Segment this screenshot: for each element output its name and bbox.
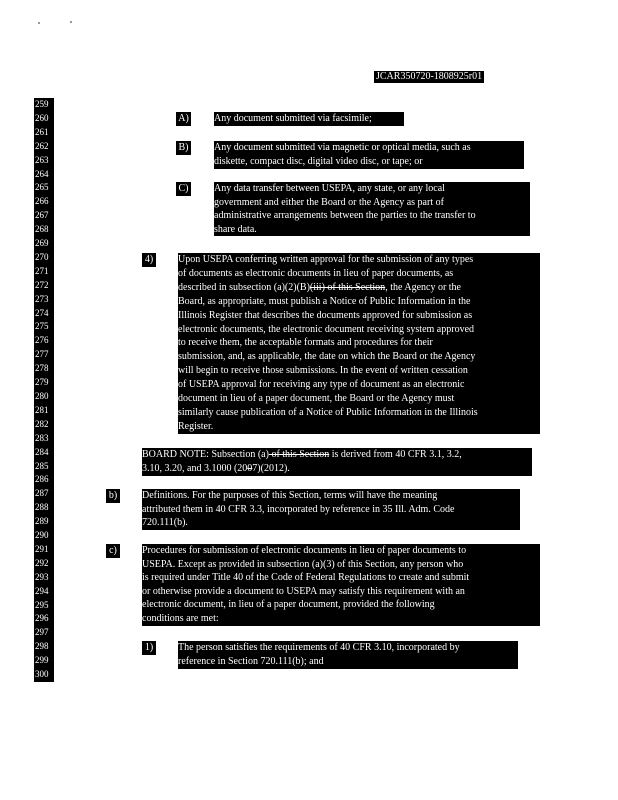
deleted-text: (iii) of this Section	[309, 281, 386, 293]
section-b-line: Definitions. For the purposes of this Section, terms will have the meaning	[142, 490, 438, 501]
item-c-line: share data.	[214, 223, 257, 235]
item-c-line: government and either the Board or the Agency as part of	[214, 196, 444, 208]
line-number: 289	[35, 516, 49, 527]
line-number: 261	[35, 126, 49, 137]
item-1-line: The person satisfies the requirements of 40 CFR 3.10, incorporated by	[178, 642, 460, 653]
line-number: 263	[35, 154, 49, 165]
item-4-line: Register.	[178, 420, 214, 432]
line-number: 276	[35, 335, 49, 346]
line-number-column	[34, 98, 54, 682]
line-number: 282	[35, 418, 49, 429]
section-c-line: USEPA. Except as provided in subsection (a)(3) of this Section, any person who	[142, 558, 464, 570]
section-b-line: 720.111(b).	[142, 517, 188, 529]
line-number: 295	[35, 599, 49, 610]
line-number: 291	[35, 543, 49, 554]
line-number: 296	[35, 613, 49, 624]
board-note-suffix: is derived from 40 CFR 3.1, 3.2,	[329, 449, 462, 460]
section-c-line: conditions are met:	[142, 612, 219, 624]
line-number: 270	[35, 251, 49, 262]
item-b-line: diskette, compact disc, digital video disc, or tape; or	[214, 156, 423, 168]
item-4-line: Illinois Register that describes the documents approved for submission as	[178, 309, 473, 321]
line-number: 284	[35, 446, 49, 457]
line-number: 279	[35, 377, 49, 388]
section-c-line: electronic document, in lieu of a paper document, provided the following	[142, 599, 435, 611]
line-number: 275	[35, 321, 49, 332]
item-4-line: similarly cause publication of a Notice of Public Information in the Illinois	[178, 406, 478, 418]
line-number: 267	[35, 210, 49, 221]
line-number: 274	[35, 307, 49, 318]
board-note-prefix: BOARD NOTE: Subsection (a)	[142, 449, 269, 460]
item-1-line: reference in Section 720.111(b); and	[178, 655, 324, 667]
section-c-text	[142, 544, 540, 626]
line-number: 298	[35, 641, 49, 652]
item-a-label: A)	[176, 112, 191, 126]
section-b-label: b)	[106, 489, 120, 503]
line-number: 268	[35, 224, 49, 235]
line-number: 299	[35, 655, 49, 666]
line-number: 286	[35, 474, 49, 485]
line-number: 260	[35, 112, 49, 123]
item-4-line: Board, as appropriate, must publish a Notice of Public Information in the	[178, 295, 471, 307]
line-number: 273	[35, 293, 49, 304]
item-4-line: of documents as electronic documents in lieu of paper documents, as	[178, 267, 454, 279]
line-number: 290	[35, 530, 49, 541]
item-4-line: of USEPA approval for receiving any type of document as an electronic	[178, 379, 465, 391]
line-number: 269	[35, 238, 49, 249]
item-4-line: electronic documents, the electronic document receiving system approved	[178, 323, 475, 335]
item-1-text	[178, 641, 518, 669]
item-4-line: to receive them, the acceptable formats and procedures for their	[178, 337, 433, 349]
item-a-line: Any document submitted via facsimile;	[214, 113, 372, 124]
line-number: 292	[35, 557, 49, 568]
section-c-label: c)	[106, 544, 120, 558]
item-4-text	[178, 253, 540, 434]
item-a-text	[214, 112, 404, 126]
document-code: JCAR350720-1808925r01	[376, 71, 483, 82]
line-number: 283	[35, 432, 49, 443]
item-4-line	[178, 281, 540, 295]
board-note	[142, 448, 532, 476]
deleted-digit: 0	[247, 462, 253, 474]
item-4-line: document in lieu of a paper document, the Board or the Agency must	[178, 393, 455, 405]
section-b-text	[142, 489, 520, 530]
section-c-line: is required under Title 40 of the Code of Federal Regulations to create and submit	[142, 572, 470, 584]
line-number: 271	[35, 265, 49, 276]
section-c-line: Procedures for submission of electronic documents in lieu of paper documents to	[142, 545, 467, 556]
line-number: 280	[35, 391, 49, 401]
scan-speck	[38, 22, 40, 24]
section-b-line: attributed them in 40 CFR 3.3, incorporated by reference in 35 Ill. Adm. Code	[142, 503, 455, 515]
board-note-line	[142, 448, 532, 462]
item-c-text	[214, 182, 530, 236]
line-number: 297	[35, 627, 49, 638]
deleted-text: of this Section	[268, 449, 330, 460]
section-c-line: or otherwise provide a document to USEPA may satisfy this requirement with an	[142, 585, 465, 597]
line-number: 265	[35, 182, 49, 193]
scan-speck	[70, 21, 72, 23]
line-number: 259	[35, 99, 49, 109]
line-number: 285	[35, 460, 49, 471]
item-1-label: 1)	[142, 641, 156, 655]
item-b-label: B)	[176, 141, 191, 155]
item-c-line: Any data transfer between USEPA, any state, or any local	[214, 183, 445, 194]
item-4-line: will begin to receive those submissions. In the event of written cessation	[178, 365, 468, 377]
line-number: 281	[35, 404, 49, 415]
item-4-line: Upon USEPA conferring written approval for the submission of any types	[178, 254, 474, 265]
line-number: 293	[35, 571, 49, 582]
line-number: 287	[35, 488, 49, 499]
line-number: 264	[35, 168, 49, 179]
item-b-line: Any document submitted via magnetic or optical media, such as	[214, 142, 471, 153]
item-c-label: C)	[176, 182, 191, 196]
item-4-line3-head: described in subsection (a)(2)(B)	[178, 281, 310, 293]
line-number: 300	[35, 669, 49, 680]
line-number: 262	[35, 140, 49, 151]
line-number: 278	[35, 363, 49, 374]
item-4-line: submission, and, as applicable, the date on which the Board or the Agency	[178, 351, 476, 363]
item-c-line: administrative arrangements between the parties to the transfer to	[214, 210, 476, 221]
item-4-label: 4)	[142, 253, 156, 267]
line-number: 277	[35, 349, 49, 360]
board-note-line	[142, 462, 532, 476]
board-note-line2-a: 3.10, 3.20, and 3.1000 (20	[142, 462, 248, 474]
line-number: 294	[35, 585, 49, 596]
line-number: 272	[35, 279, 49, 290]
line-number: 288	[35, 502, 49, 513]
item-b-text	[214, 141, 524, 169]
line-number: 266	[35, 196, 49, 207]
item-4-line3-tail: , the Agency or the	[385, 281, 461, 293]
board-note-line2-b: 7)(2012).	[252, 462, 290, 474]
